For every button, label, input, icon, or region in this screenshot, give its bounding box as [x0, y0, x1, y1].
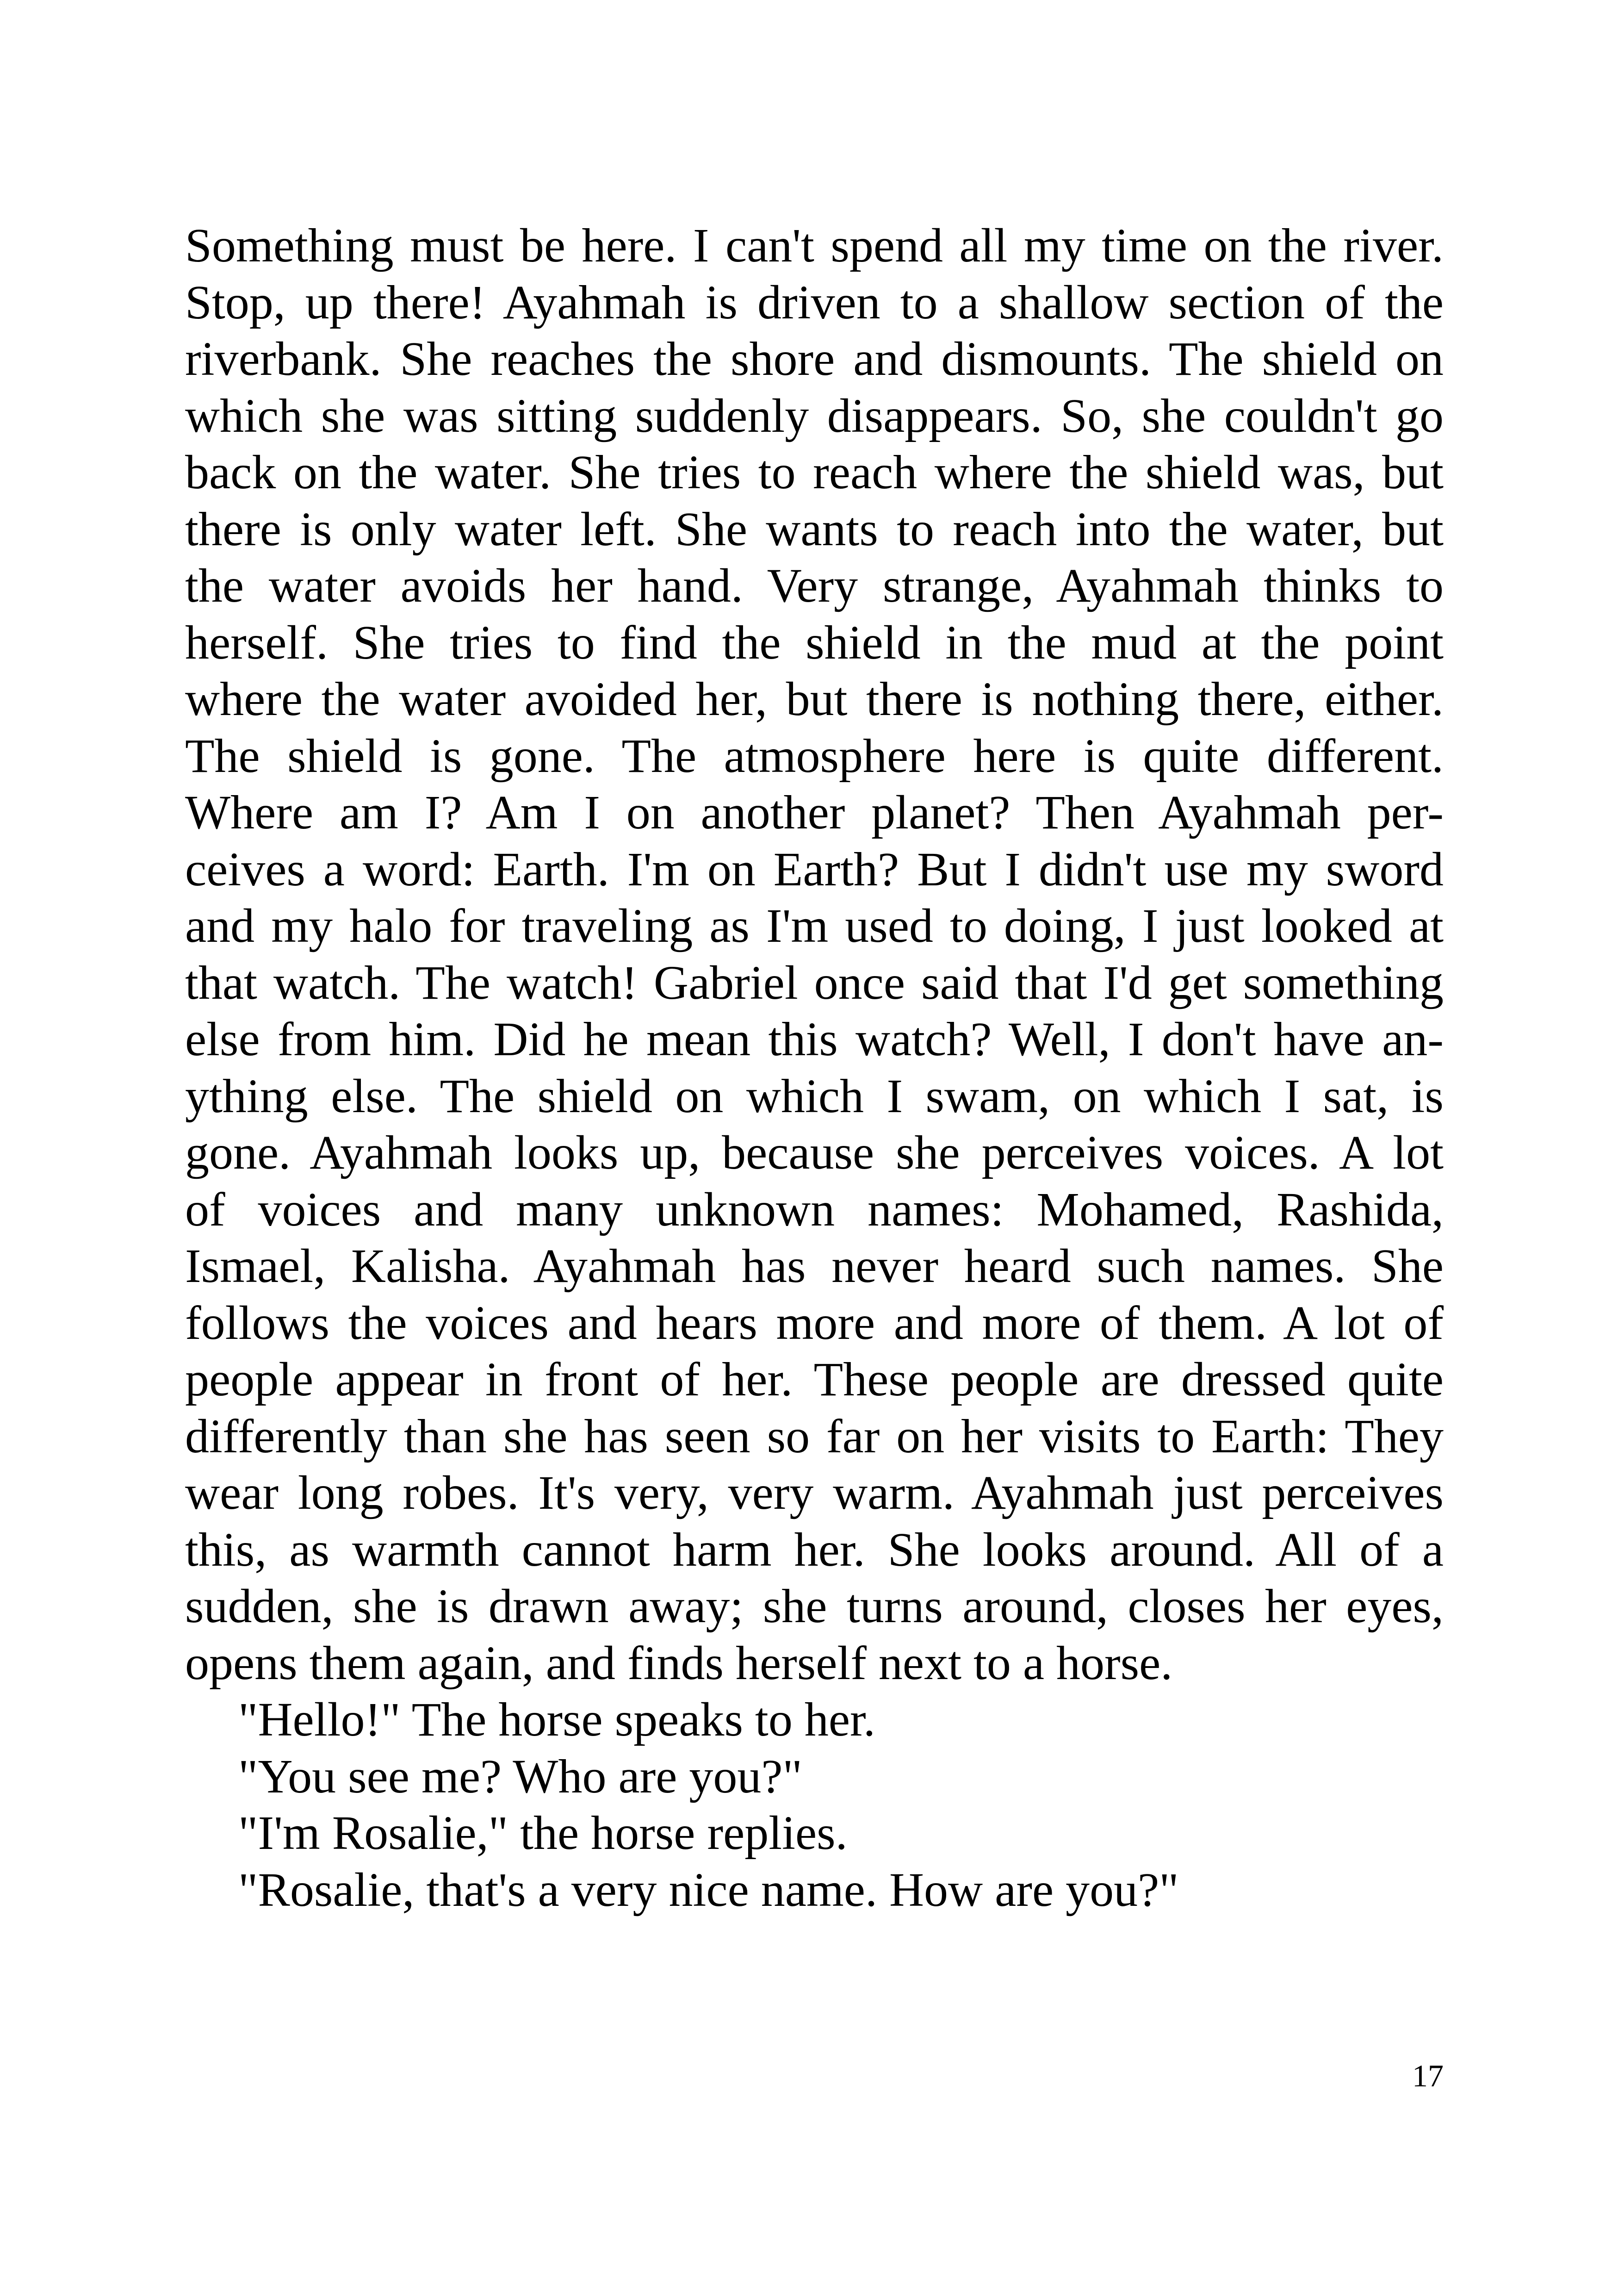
paragraph-line: Where am I? Am I on another planet? Then Ayahmah per- [185, 786, 1444, 839]
paragraph-line: the water avoids her hand. Very strange, Ayahmah thinks to [185, 559, 1444, 612]
paragraph-line: where the water avoided her, but there is nothing there, either. [185, 672, 1444, 726]
paragraph-line: this, as warmth cannot harm her. She looks around. All of a [185, 1523, 1444, 1576]
dialogue-line: "You see me? Who are you?" [238, 1749, 803, 1803]
page-number: 17 [1412, 2058, 1444, 2093]
dialogue-line: "Rosalie, that's a very nice name. How are you?" [238, 1863, 1179, 1916]
paragraph-line: gone. Ayahmah looks up, because she perceives voices. A lot [185, 1126, 1444, 1179]
paragraph-line: follows the voices and hears more and more of them. A lot of [185, 1296, 1444, 1350]
paragraph-line: herself. She tries to find the shield in the mud at the point [185, 616, 1444, 669]
paragraph-line: differently than she has seen so far on her visits to Earth: They [185, 1409, 1444, 1463]
paragraph-line: opens them again, and finds herself next to a horse. [185, 1636, 1173, 1690]
dialogue-line: "Hello!" The horse speaks to her. [238, 1693, 875, 1746]
paragraph-line: Stop, up there! Ayahmah is driven to a shallow section of the [185, 275, 1444, 329]
paragraph-line: that watch. The watch! Gabriel once said that I'd get something [185, 956, 1444, 1009]
paragraph-line: back on the water. She tries to reach where the shield was, but [185, 446, 1444, 499]
paragraph-line: The shield is gone. The atmosphere here is quite different. [185, 729, 1444, 783]
body-text [185, 218, 1444, 1918]
paragraph-line: Something must be here. I can't spend all my time on the river. [185, 219, 1444, 272]
paragraph-line: riverbank. She reaches the shore and dismounts. The shield on [185, 332, 1444, 386]
paragraph-line: of voices and many unknown names: Mohamed, Rashida, [185, 1182, 1444, 1236]
paragraph-line: ything else. The shield on which I swam, on which I sat, is [185, 1069, 1444, 1123]
paragraph-line: sudden, she is drawn away; she turns around, closes her eyes, [185, 1580, 1444, 1633]
paragraph-line: wear long robes. It's very, very warm. Ayahmah just perceives [185, 1466, 1444, 1519]
paragraph-line: Ismael, Kalisha. Ayahmah has never heard such names. She [185, 1239, 1444, 1293]
paragraph-line: there is only water left. She wants to reach into the water, but [185, 502, 1444, 556]
paragraph-line: and my halo for traveling as I'm used to doing, I just looked at [185, 899, 1444, 952]
dialogue-line: "I'm Rosalie," the horse replies. [238, 1806, 848, 1860]
paragraph-line: else from him. Did he mean this watch? Well, I don't have an- [185, 1013, 1444, 1066]
paragraph-line: people appear in front of her. These people are dressed quite [185, 1353, 1444, 1406]
paragraph-line: which she was sitting suddenly disappears. So, she couldn't go [185, 389, 1444, 442]
paragraph-line: ceives a word: Earth. I'm on Earth? But I didn't use my sword [185, 842, 1444, 896]
